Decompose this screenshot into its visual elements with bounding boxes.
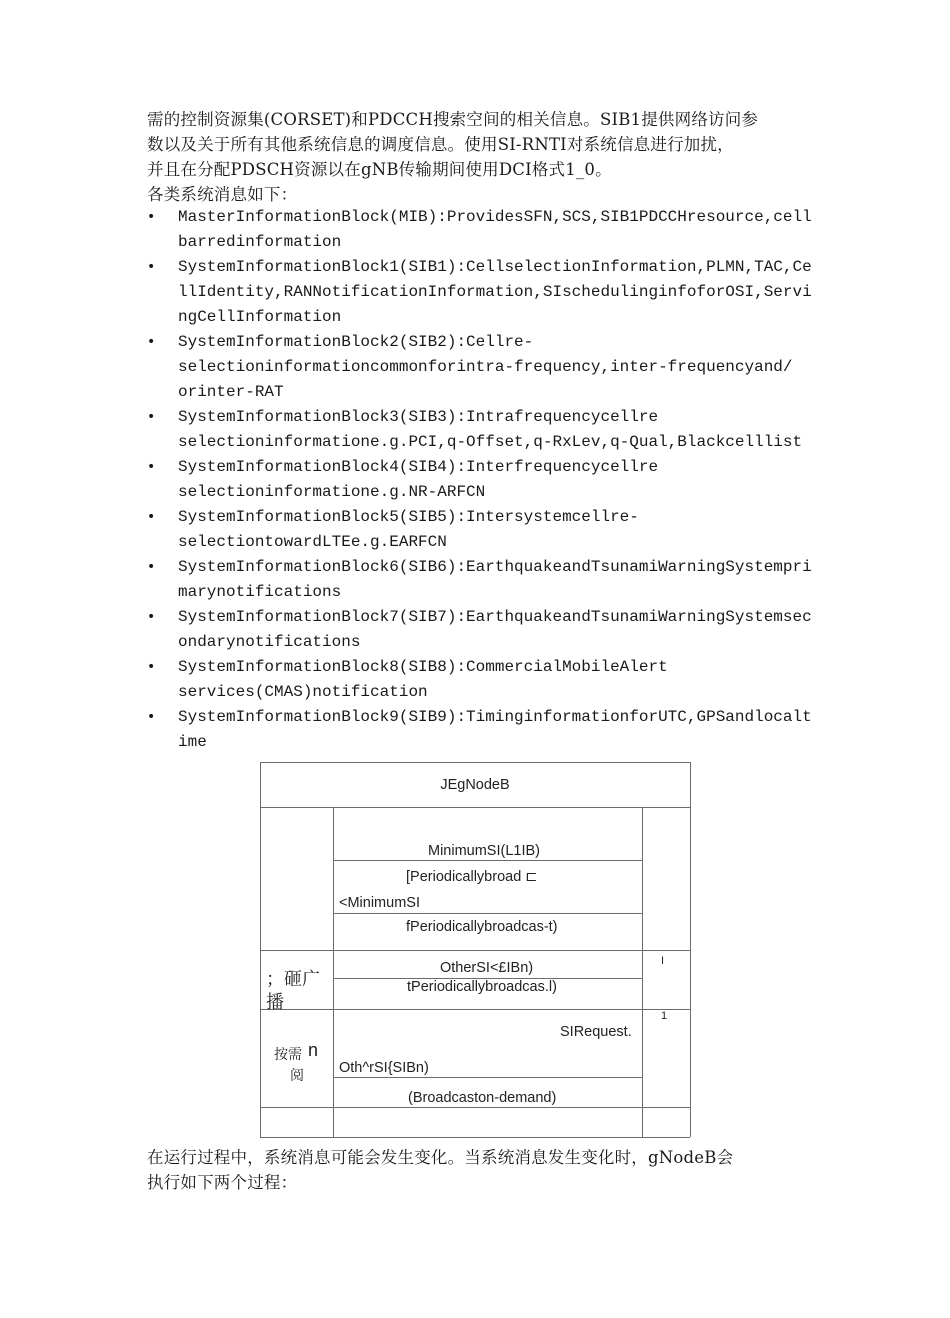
list-item — [147, 405, 812, 455]
other-si-label: OtherSI<£IBn) — [440, 960, 534, 976]
bullet-icon: • — [147, 209, 156, 225]
bullet-icon: • — [147, 709, 156, 725]
list-item-line: ngCellInformation — [178, 308, 342, 326]
broadcast-left-label: 播 — [266, 992, 284, 1013]
diagram-border — [260, 1137, 690, 1138]
diagram-border — [690, 762, 691, 1137]
list-item-line: selectioninformationcommonforintra-frequency,inter-frequencyand/ — [178, 358, 793, 376]
intro-paragraph — [147, 107, 812, 207]
intro-line: 并且在分配PDSCH资源以在gNB传输期间使用DCI格式1_0。 — [147, 160, 612, 179]
list-item — [147, 255, 812, 330]
list-item — [147, 505, 812, 555]
ondemand-left-label: 阅 — [290, 1068, 304, 1084]
list-item — [147, 205, 812, 255]
list-item-line: selectiontowardLTEe.g.EARFCN — [178, 533, 447, 551]
list-item-line: services(CMAS)notification — [178, 683, 428, 701]
si-request-label: SIRequest. — [560, 1024, 632, 1040]
outro-line: 执行如下两个过程： — [147, 1173, 298, 1192]
list-item-line: SystemInformationBlock5(SIB5):Intersystemcellre- — [178, 508, 639, 526]
list-item-line: barredinformation — [178, 233, 342, 251]
list-item-line: SystemInformationBlock3(SIB3):Intrafrequencycellre — [178, 408, 659, 426]
broadcast-left-label: ；砸广 — [266, 969, 320, 990]
list-item-line: SystemInformationBlock1(SIB1):CellselectionInformation,PLMN,TAC,Ce — [178, 258, 812, 276]
list-item-line: SystemInformationBlock6(SIB6):EarthquakeandTsunamiWarningSystempri — [178, 558, 812, 576]
list-item — [147, 705, 812, 755]
diagram-mark: 1 — [661, 1010, 668, 1022]
ondemand-left-label-n: n — [308, 1040, 319, 1060]
diagram-mark: I — [661, 955, 665, 967]
diagram-divider — [260, 1107, 690, 1108]
outro-line: 在运行过程中，系统消息可能会发生变化。当系统消息发生变化时，gNodeB会 — [147, 1148, 734, 1167]
diagram-border — [260, 762, 690, 763]
diagram-divider — [333, 807, 334, 1137]
bullet-icon: • — [147, 409, 156, 425]
list-item — [147, 455, 812, 505]
ondemand-left-label: 按需 — [274, 1047, 302, 1063]
intro-line: 需的控制资源集(CORSET)和PDCCH搜索空间的相关信息。SIB1提供网络访问参 — [147, 110, 759, 129]
list-item — [147, 555, 812, 605]
diagram-divider — [260, 950, 690, 951]
bullet-icon: • — [147, 609, 156, 625]
other-si-label-2: Oth^rSI{SIBn) — [339, 1060, 429, 1076]
list-item — [147, 605, 812, 655]
periodically-broadcast-label-2: tPeriodicallybroadcas.l) — [407, 979, 557, 995]
list-item-line: SystemInformationBlock9(SIB9):TiminginformationforUTC,GPSandlocalt — [178, 708, 812, 726]
list-item — [147, 655, 812, 705]
list-item-line: MasterInformationBlock(MIB):ProvidesSFN,SCS,SIB1PDCCHresource,cell — [178, 208, 812, 226]
periodically-broadcast-label: fPeriodicallybroadcas-t) — [406, 919, 558, 935]
bullet-icon: • — [147, 259, 156, 275]
list-item — [147, 330, 812, 405]
list-item-line: ime — [178, 733, 207, 751]
intro-line: 各类系统消息如下： — [147, 185, 298, 204]
diagram-divider — [333, 860, 642, 861]
list-item-line: marynotifications — [178, 583, 342, 601]
diagram-divider — [333, 1077, 642, 1078]
diagram-divider — [642, 807, 643, 1137]
list-item-line: SystemInformationBlock7(SIB7):EarthquakeandTsunamiWarningSystemsec — [178, 608, 812, 626]
gnodeb-header: JEgNodeB — [440, 777, 510, 793]
list-item-line: orinter-RAT — [178, 383, 284, 401]
bullet-icon: • — [147, 334, 156, 350]
list-item-line: selectioninformatione.g.PCI,q-Offset,q-RxLev,q-Qual,Blackcelllist — [178, 433, 803, 451]
sib-list — [147, 205, 812, 755]
periodically-broad-label: [Periodicallybroad ⊏ — [406, 869, 538, 885]
diagram-divider — [333, 913, 642, 914]
si-diagram — [260, 762, 690, 1137]
bullet-icon: • — [147, 509, 156, 525]
bullet-icon: • — [147, 559, 156, 575]
intro-line: 数以及关于所有其他系统信息的调度信息。使用SI-RNTI对系统信息进行加扰， — [147, 135, 734, 154]
minimum-si-label-2: <MinimumSI — [339, 895, 420, 911]
broadcast-on-demand-label: (Broadcaston-demand) — [408, 1090, 557, 1106]
list-item-line: llIdentity,RANNotificationInformation,SIschedulinginfoforOSI,Servi — [178, 283, 812, 301]
bullet-icon: • — [147, 459, 156, 475]
list-item-line: ondarynotifications — [178, 633, 361, 651]
list-item-line: SystemInformationBlock2(SIB2):Cellre- — [178, 333, 534, 351]
diagram-divider — [260, 807, 690, 808]
list-item-line: SystemInformationBlock8(SIB8):CommercialMobileAlert — [178, 658, 668, 676]
diagram-divider — [260, 1009, 690, 1010]
bullet-icon: • — [147, 659, 156, 675]
outro-paragraph — [147, 1145, 812, 1195]
minimum-si-label: MinimumSI(L1IB) — [428, 843, 540, 859]
list-item-line: SystemInformationBlock4(SIB4):Interfrequencycellre — [178, 458, 659, 476]
list-item-line: selectioninformatione.g.NR-ARFCN — [178, 483, 486, 501]
